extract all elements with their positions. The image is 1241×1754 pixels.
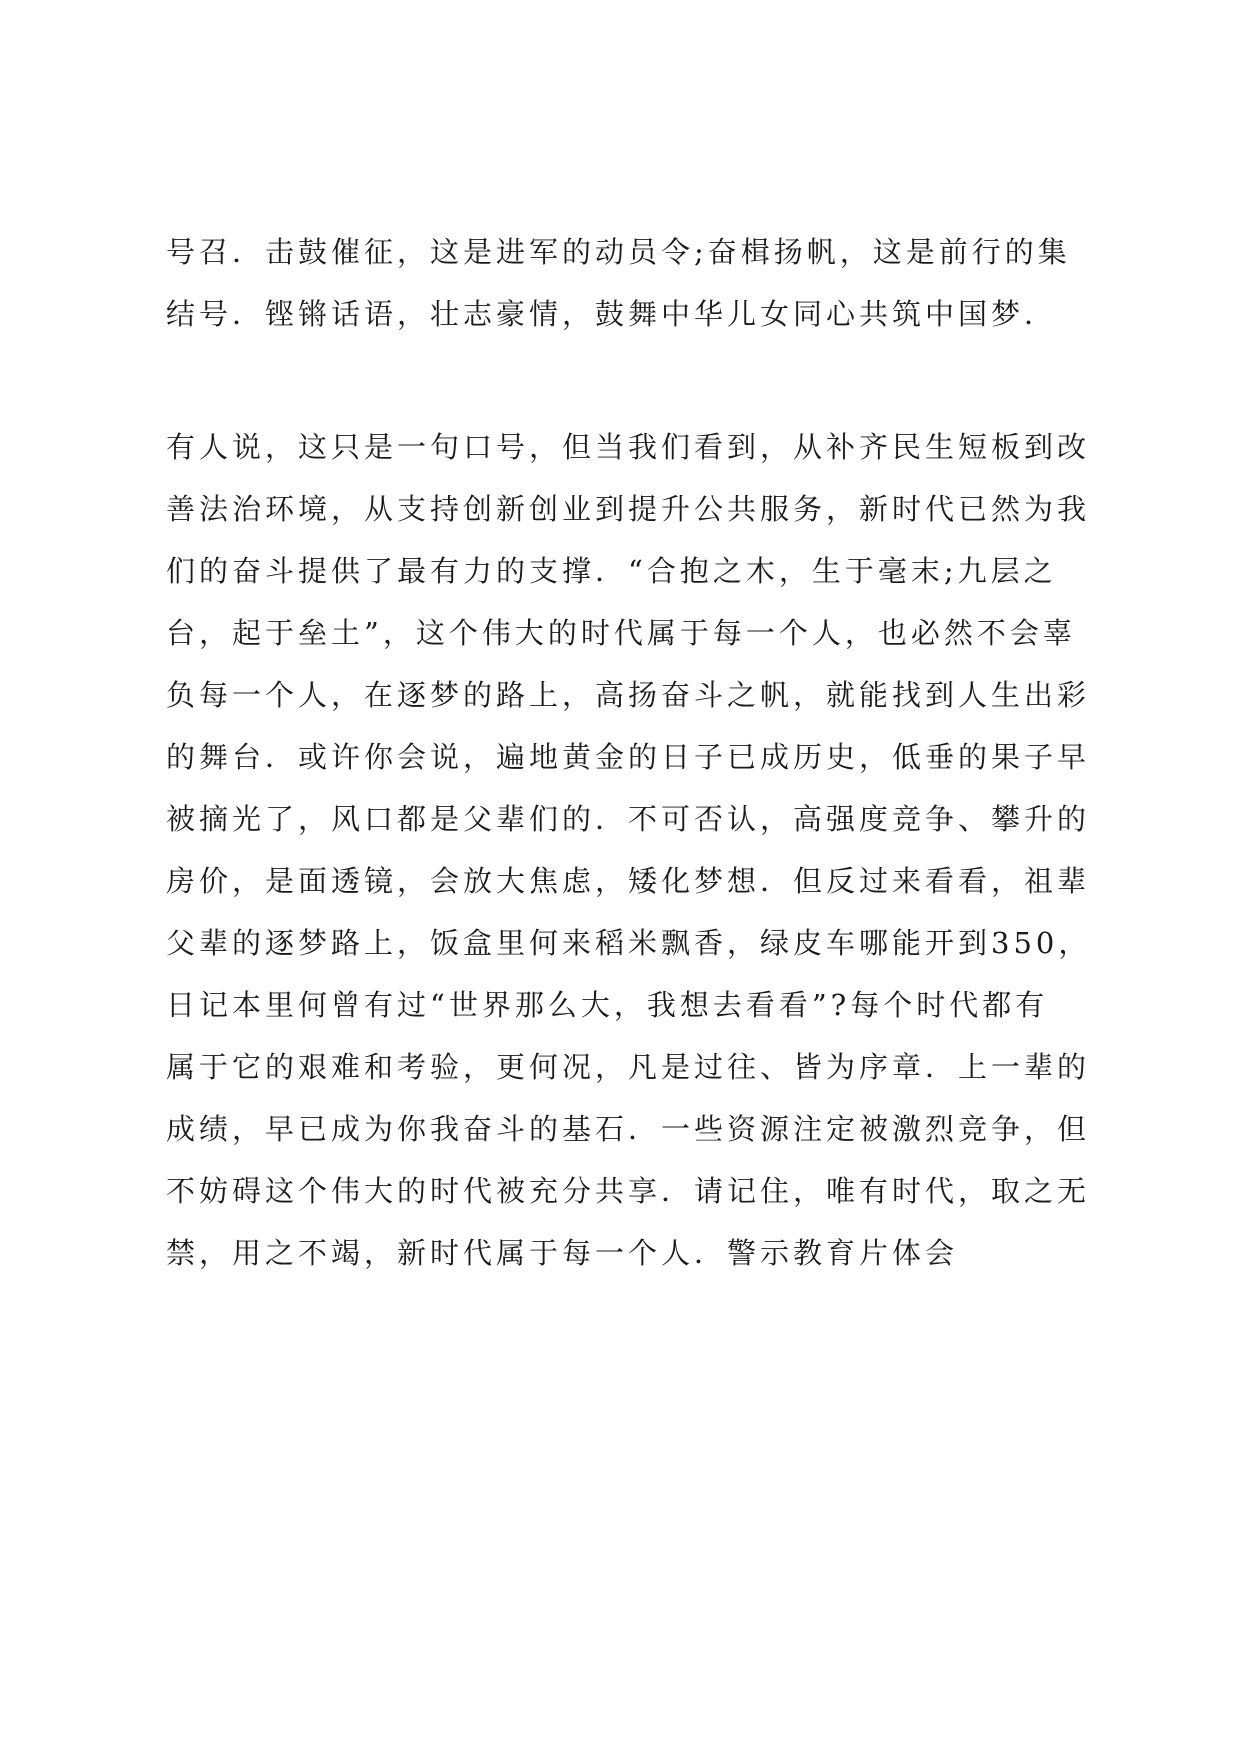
text-line: 被摘光了，风口都是父辈们的．不可否认，高强度竞争、攀升的 — [166, 802, 1091, 836]
text-line: 善法治环境，从支持创新创业到提升公共服务，新时代已然为我 — [166, 492, 1091, 526]
text-line: 父辈的逐梦路上，饭盒里何来稻米飘香，绿皮车哪能开到350， — [166, 926, 1092, 960]
text-line: 不妨碍这个伟大的时代被充分共享．请记住，唯有时代，取之无 — [166, 1174, 1091, 1208]
paragraph-2 — [166, 416, 1096, 1284]
text-line: 的舞台．或许你会说，遍地黄金的日子已成历史，低垂的果子早 — [166, 740, 1091, 774]
text-line: 们的奋斗提供了最有力的支撑．“合抱之木，生于毫末;九层之 — [166, 554, 1057, 588]
text-line: 有人说，这只是一句口号，但当我们看到，从补齐民生短板到改 — [166, 430, 1091, 464]
text-line: 属于它的艰难和考验，更何况，凡是过往、皆为序章．上一辈的 — [166, 1050, 1091, 1084]
text-line: 台，起于垒土”，这个伟大的时代属于每一个人，也必然不会辜 — [166, 616, 1076, 650]
text-line: 日记本里何曾有过“世界那么大，我想去看看”?每个时代都有 — [166, 988, 1049, 1022]
text-line: 房价，是面透镜，会放大焦虑，矮化梦想．但反过来看看，祖辈 — [166, 864, 1091, 898]
text-line: 号召．击鼓催征，这是进军的动员令;奋楫扬帆，这是前行的集 — [166, 235, 1071, 269]
text-line: 禁，用之不竭，新时代属于每一个人．警示教育片体会 — [166, 1236, 959, 1270]
text-line: 成绩，早已成为你我奋斗的基石．一些资源注定被激烈竞争，但 — [166, 1112, 1091, 1146]
text-line: 结号．铿锵话语，壮志豪情，鼓舞中华儿女同心共筑中国梦． — [166, 297, 1058, 331]
text-line: 负每一个人，在逐梦的路上，高扬奋斗之帆，就能找到人生出彩 — [166, 678, 1091, 712]
paragraph-1 — [166, 221, 1096, 345]
